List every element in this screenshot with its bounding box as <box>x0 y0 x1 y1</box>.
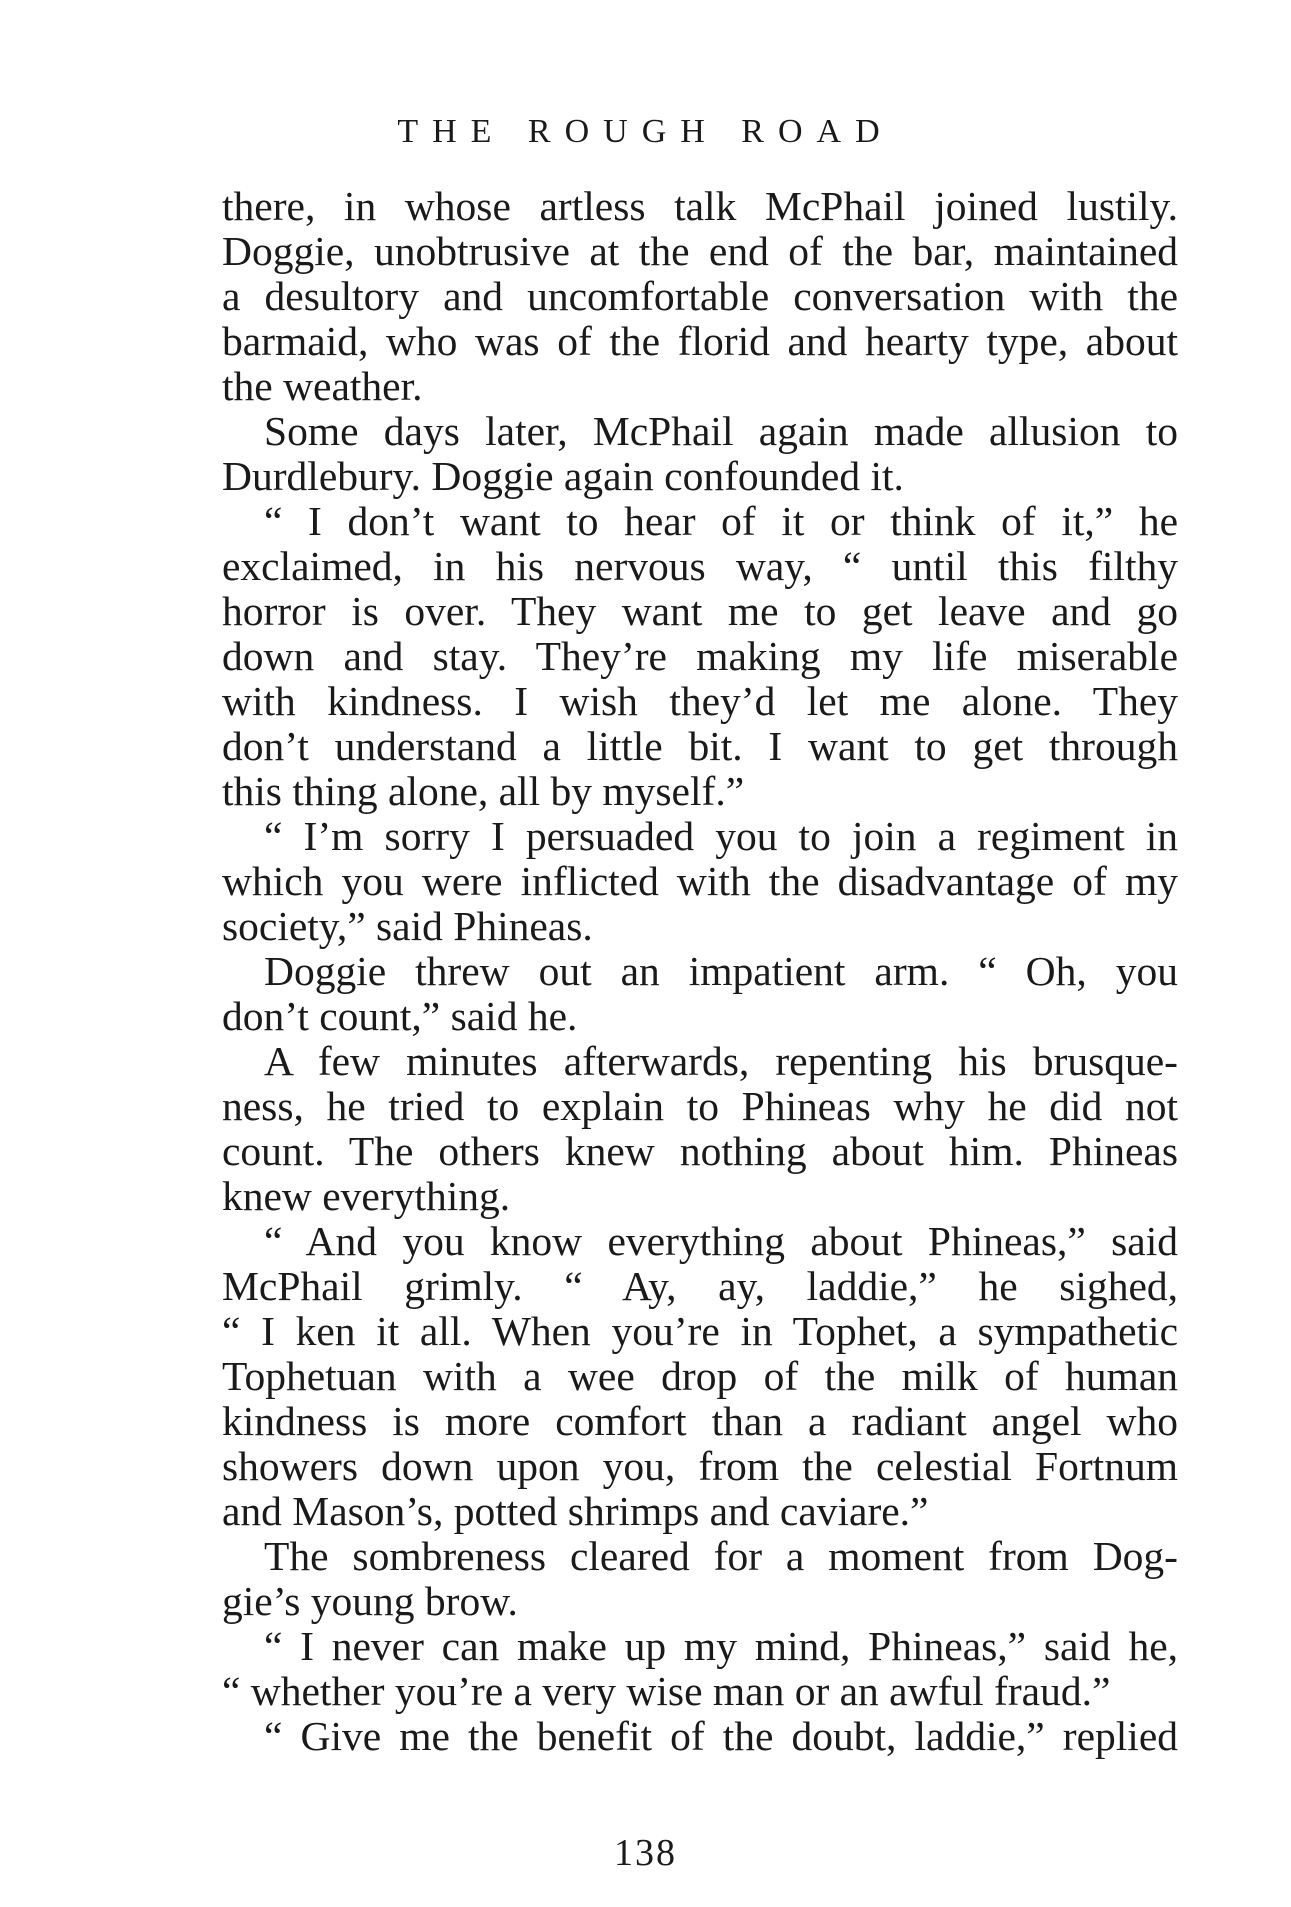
text-line: Doggie, unobtrusive at the end of the bar, maintained <box>222 228 1178 274</box>
text-line: exclaimed, in his nervous way, “ until this filthy <box>222 543 1178 589</box>
text-line: which you were inflicted with the disadvantage of my <box>222 858 1178 904</box>
text-line: Some days later, McPhail again made allusion to <box>264 408 1178 454</box>
text-line: “ I don’t want to hear of it or think of it,” he <box>264 498 1178 544</box>
text-line: with kindness. I wish they’d let me alone. They <box>222 678 1178 724</box>
text-line: “ I ken it all. When you’re in Tophet, a sympathetic <box>222 1308 1178 1354</box>
text-line: The sombreness cleared for a moment from Dog- <box>264 1533 1178 1579</box>
text-line: “ And you know everything about Phineas,” said <box>264 1218 1178 1264</box>
text-line: Durdlebury. Doggie again confounded it. <box>222 453 904 499</box>
text-line: gie’s young brow. <box>222 1578 518 1624</box>
text-line: Tophetuan with a wee drop of the milk of human <box>222 1353 1178 1399</box>
text-line: horror is over. They want me to get leave and go <box>222 588 1178 634</box>
text-line: A few minutes afterwards, repenting his brusque- <box>264 1038 1178 1084</box>
text-line: McPhail grimly. “ Ay, ay, laddie,” he sighed, <box>222 1263 1178 1309</box>
text-line: society,” said Phineas. <box>222 903 593 949</box>
text-line: Doggie threw out an impatient arm. “ Oh, you <box>264 948 1178 994</box>
text-line: “ whether you’re a very wise man or an awful fraud.” <box>222 1668 1111 1714</box>
text-line: the weather. <box>222 363 423 409</box>
text-line: don’t count,” said he. <box>222 993 578 1039</box>
text-line: barmaid, who was of the florid and hearty type, about <box>222 318 1178 364</box>
text-line: kindness is more comfort than a radiant angel who <box>222 1398 1178 1444</box>
text-line: this thing alone, all by myself.” <box>222 768 745 814</box>
text-line: don’t understand a little bit. I want to get through <box>222 723 1178 769</box>
text-line: count. The others knew nothing about him. Phineas <box>222 1128 1178 1174</box>
text-line: there, in whose artless talk McPhail joined lustily. <box>222 183 1178 229</box>
text-line: and Mason’s, potted shrimps and caviare.” <box>222 1488 929 1534</box>
text-line: “ I’m sorry I persuaded you to join a regiment in <box>264 813 1178 859</box>
body-text <box>222 184 1178 1759</box>
running-head: THE ROUGH ROAD <box>397 113 894 150</box>
text-line: “ I never can make up my mind, Phineas,” said he, <box>264 1623 1178 1669</box>
page-number: 138 <box>614 1832 677 1874</box>
text-line: ness, he tried to explain to Phineas why he did not <box>222 1083 1178 1129</box>
text-line: knew everything. <box>222 1173 511 1219</box>
text-line: “ Give me the benefit of the doubt, laddie,” replied <box>264 1713 1178 1759</box>
text-line: a desultory and uncomfortable conversation with the <box>222 273 1178 319</box>
text-line: down and stay. They’re making my life miserable <box>222 633 1178 679</box>
text-line: showers down upon you, from the celestial Fortnum <box>222 1443 1178 1489</box>
